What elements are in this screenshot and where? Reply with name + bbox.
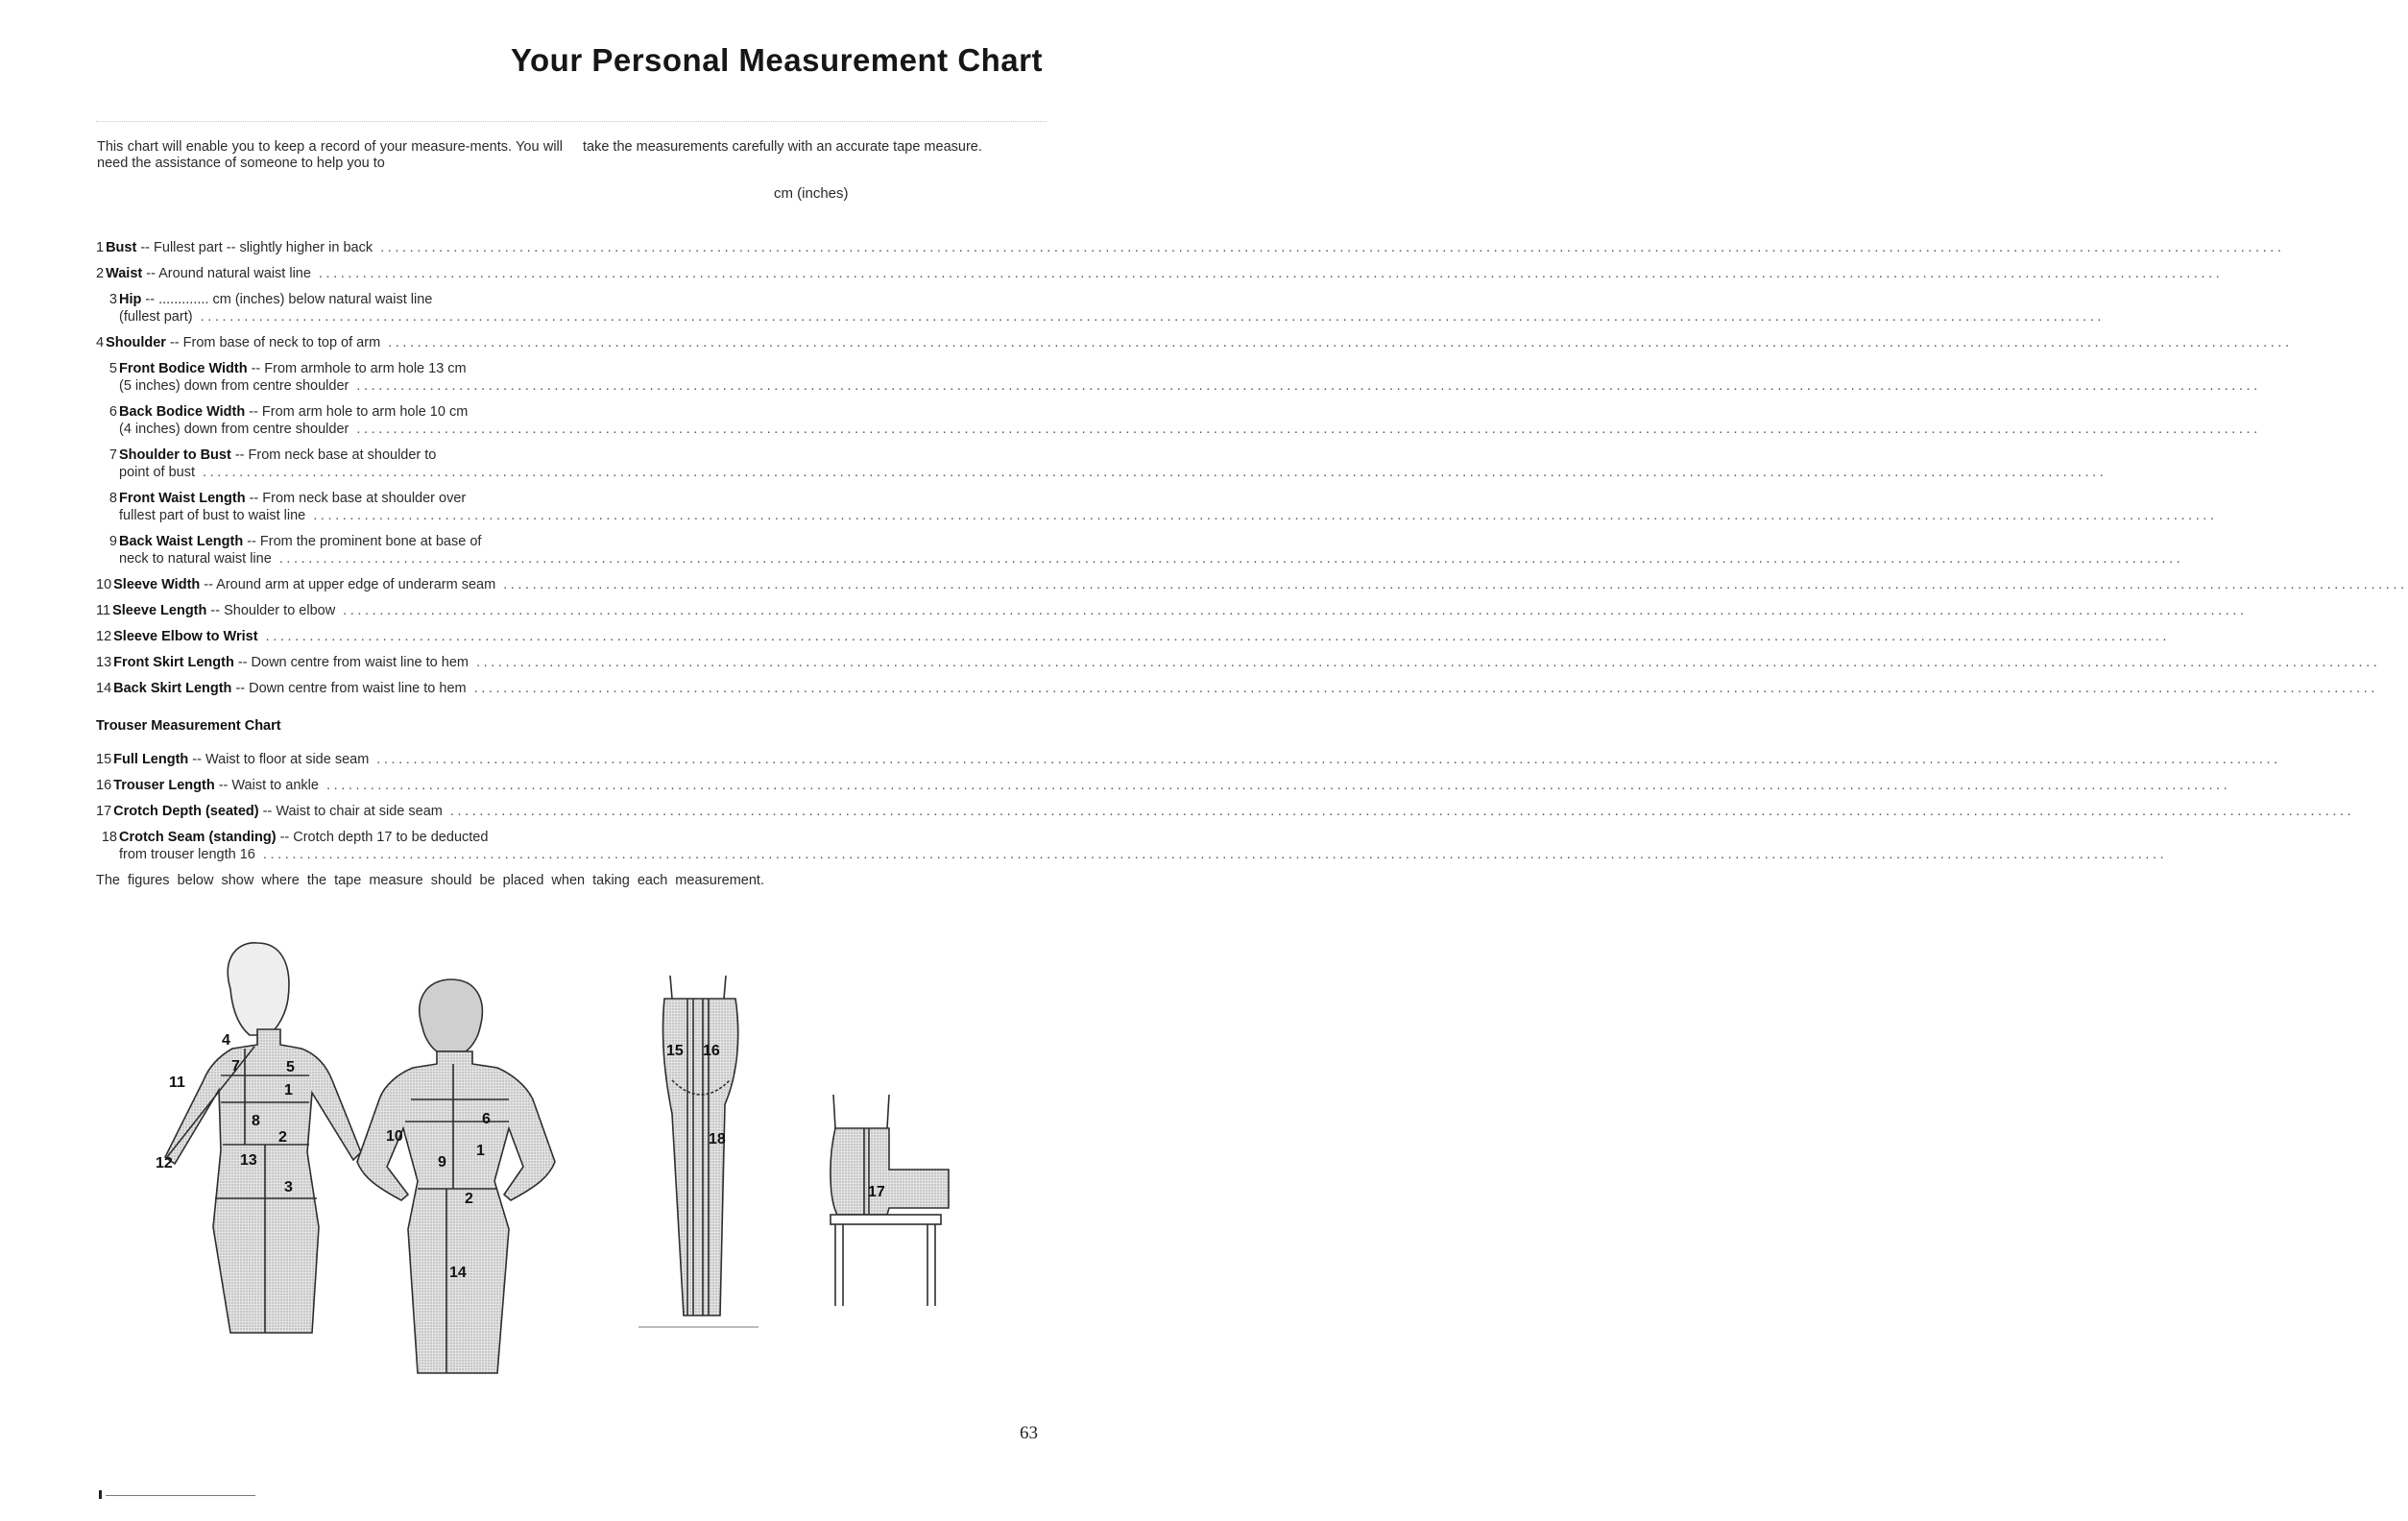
measurement-line-continued [96,421,2261,438]
measurement-name: Bust [106,240,137,255]
unit-header: cm (inches) [774,185,849,202]
figure-label-13: 13 [240,1152,257,1169]
measurement-name: Waist [106,266,143,281]
measurement-number: 10 [96,577,112,592]
measurement-description: -- Down centre from waist line to hem [233,655,469,670]
measurement-line [96,533,1047,550]
measurement-description: -- From arm hole to arm hole 10 cm [245,404,469,420]
measurement-name: Sleeve Elbow to Wrist [113,629,258,644]
measurement-name: Front Skirt Length [113,655,234,670]
figure-label-5: 5 [286,1059,295,1075]
figure-label-12: 12 [156,1155,173,1171]
dot-leader: .................................................................................................................................................................................................................................................................... [265,629,2170,644]
measurement-line [96,602,2248,619]
measurement-item-7 [96,447,2107,481]
measurement-name: Trouser Length [113,778,215,793]
figures-illustration [96,922,1056,1373]
figure-label-1-back: 1 [476,1143,485,1159]
measurement-line [96,403,1047,421]
measurement-description-continued: (5 inches) down from centre shoulder [119,378,349,394]
dot-leader: .................................................................................................................................................................................................................................................................... [262,847,2168,862]
measurement-description: -- From the prominent bone at base of [243,534,482,549]
measurement-description-continued: neck to natural waist line [119,551,272,567]
measurement-line [96,751,2281,768]
measurement-item-6 [96,403,2261,438]
measurement-line-continued [96,846,2168,863]
measurement-list [96,239,2408,706]
measurement-name: Shoulder [106,335,166,350]
measurement-item-9 [96,533,2184,567]
measurement-item-11 [96,602,2248,619]
measurement-line [96,654,2381,671]
dot-leader: .................................................................................................................................................................................................................................................................... [473,681,2379,696]
measurement-number: 8 [108,491,117,506]
measurement-name: Front Bodice Width [119,361,248,376]
measurement-description: -- Around arm at upper edge of underarm seam [200,577,496,592]
measurement-description: -- ............. cm (inches) below natural waist line [141,292,433,307]
dot-leader: .................................................................................................................................................................................................................................................................... [356,378,2261,394]
measurement-line [96,803,2355,820]
measurement-item-3 [96,291,2105,326]
dot-leader: .................................................................................................................................................................................................................................................................... [449,804,2355,819]
measurement-description-continued: fullest part of bust to waist line [119,508,306,523]
dot-leader: .................................................................................................................................................................................................................................................................... [203,465,2107,480]
measurement-number: 15 [96,752,112,767]
measurement-line-continued [96,377,2261,395]
figure-label-7: 7 [231,1058,240,1074]
page-title: Your Personal Measurement Chart [510,42,1043,78]
measurement-number: 11 [96,603,111,618]
measurement-item-14 [96,680,2379,697]
measurement-line-continued [96,507,2218,524]
measurement-description-continued: point of bust [119,465,195,480]
measurement-item-15 [96,751,2281,768]
figures-note: The figures below show where the tape measure should be placed when taking each measurement. [96,873,764,888]
measurement-description: -- Down centre from waist line to hem [231,681,467,696]
measurement-name: Back Bodice Width [119,404,246,420]
intro-column-1: This chart will enable you to keep a record of your measure-ments. You will need the assistance of someone to help you to [97,139,563,171]
measurement-description: -- Waist to floor at side seam [188,752,370,767]
measurement-description: -- From neck base at shoulder over [245,491,467,506]
measurement-name: Hip [119,292,142,307]
measurement-figures [96,922,1056,1373]
measurement-line [96,490,1047,507]
measurement-description-continued: (4 inches) down from centre shoulder [119,422,349,437]
seated-figure [831,1095,949,1306]
measurement-item-4 [96,334,2293,351]
measurement-item-16 [96,777,2231,794]
measurement-number: 17 [96,804,112,819]
figure-label-14: 14 [449,1265,467,1281]
measurement-number: 6 [108,404,117,420]
measurement-number: 14 [96,681,112,696]
dot-leader: .................................................................................................................................................................................................................................................................... [388,335,2293,350]
figure-label-3: 3 [284,1179,293,1195]
measurement-description: -- Shoulder to elbow [206,603,336,618]
measurement-line [96,334,2293,351]
measurement-line [96,576,2408,593]
measurement-line [96,680,2379,697]
measurement-description-continued: (fullest part) [119,309,193,325]
figure-label-10: 10 [386,1128,403,1145]
footer-mark [99,1490,102,1499]
measurement-name: Sleeve Width [113,577,201,592]
trouser-measurement-list [96,709,2355,872]
footer-rule [106,1495,255,1496]
measurement-line-continued [96,550,2184,567]
figure-label-1: 1 [284,1082,293,1098]
figure-label-18: 18 [709,1131,726,1147]
measurement-line [96,777,2231,794]
measurement-number: 13 [96,655,112,670]
measurement-description: -- From armhole to arm hole 13 cm [247,361,467,376]
measurement-description: -- Crotch depth 17 to be deducted [276,830,489,845]
measurement-line [96,447,1047,464]
measurement-number: 5 [108,361,117,376]
dot-leader: .................................................................................................................................................................................................................................................................... [503,577,2408,592]
dot-leader: .................................................................................................................................................................................................................................................................... [318,266,2224,281]
front-figure [165,943,361,1333]
dot-leader: .................................................................................................................................................................................................................................................................... [376,752,2281,767]
measurement-line [96,265,2224,282]
measurement-line [96,360,1047,377]
dot-leader: .................................................................................................................................................................................................................................................................... [278,551,2184,567]
measurement-number: 4 [96,335,105,350]
measurement-item-17 [96,803,2355,820]
measurement-line [96,291,1047,308]
measurement-name: Back Waist Length [119,534,244,549]
measurement-line [96,239,2285,256]
figure-label-2: 2 [278,1129,287,1146]
measurement-item-8 [96,490,2218,524]
page-number: 63 [1020,1423,1038,1443]
measurement-description: -- Waist to chair at side seam [258,804,443,819]
measurement-name: Sleeve Length [112,603,207,618]
dot-leader: .................................................................................................................................................................................................................................................................... [343,603,2248,618]
measurement-number: 1 [96,240,105,255]
figure-label-6: 6 [482,1111,491,1127]
figure-label-16: 16 [703,1043,720,1059]
measurement-number: 12 [96,629,112,644]
measurement-number: 18 [101,830,117,845]
measurement-description: -- From base of neck to top of arm [165,335,381,350]
intro-column-2: take the measurements carefully with an accurate tape measure. [583,139,982,155]
measurement-line [96,628,2170,645]
trouser-section-heading: Trouser Measurement Chart [96,718,281,734]
measurement-number: 16 [96,778,112,793]
dot-leader: .................................................................................................................................................................................................................................................................... [325,778,2231,793]
measurement-name: Crotch Depth (seated) [113,804,259,819]
dot-leader: .................................................................................................................................................................................................................................................................... [356,422,2261,437]
figure-label-2-back: 2 [465,1191,473,1207]
trouser-figure [638,976,759,1327]
figure-label-9: 9 [438,1154,446,1171]
measurement-name: Front Waist Length [119,491,246,506]
measurement-description: -- Fullest part -- slightly higher in back [136,240,373,255]
measurement-item-13 [96,654,2381,671]
measurement-name: Full Length [113,752,189,767]
measurement-name: Crotch Seam (standing) [119,830,277,845]
measurement-description: -- From neck base at shoulder to [230,447,437,463]
dot-leader: .................................................................................................................................................................................................................................................................... [200,309,2105,325]
measurement-description: -- Waist to ankle [214,778,319,793]
dot-leader: .................................................................................................................................................................................................................................................................... [313,508,2218,523]
measurement-item-10 [96,576,2408,593]
measurement-line [96,829,1047,846]
dot-leader: .................................................................................................................................................................................................................................................................... [380,240,2285,255]
measurement-name: Shoulder to Bust [119,447,231,463]
measurement-number: 7 [108,447,117,463]
measurement-line-continued [96,464,2107,481]
figure-label-8: 8 [252,1113,260,1129]
measurement-number: 9 [108,534,117,549]
measurement-description: -- Around natural waist line [142,266,311,281]
measurement-description-continued: from trouser length 16 [119,847,255,862]
header-rule [96,121,1047,122]
measurement-item-2 [96,265,2224,282]
figure-label-11: 11 [169,1074,185,1091]
figure-label-4: 4 [222,1032,230,1049]
back-figure [357,979,555,1373]
measurement-item-1 [96,239,2285,256]
measurement-name: Back Skirt Length [113,681,232,696]
measurement-item-12 [96,628,2170,645]
measurement-line-continued [96,308,2105,326]
figure-label-15: 15 [666,1043,684,1059]
measurement-item-5 [96,360,2261,395]
measurement-number: 2 [96,266,105,281]
measurement-item-18 [96,829,2168,863]
measurement-number: 3 [108,292,117,307]
dot-leader: .................................................................................................................................................................................................................................................................... [475,655,2381,670]
figure-label-17: 17 [868,1184,885,1200]
